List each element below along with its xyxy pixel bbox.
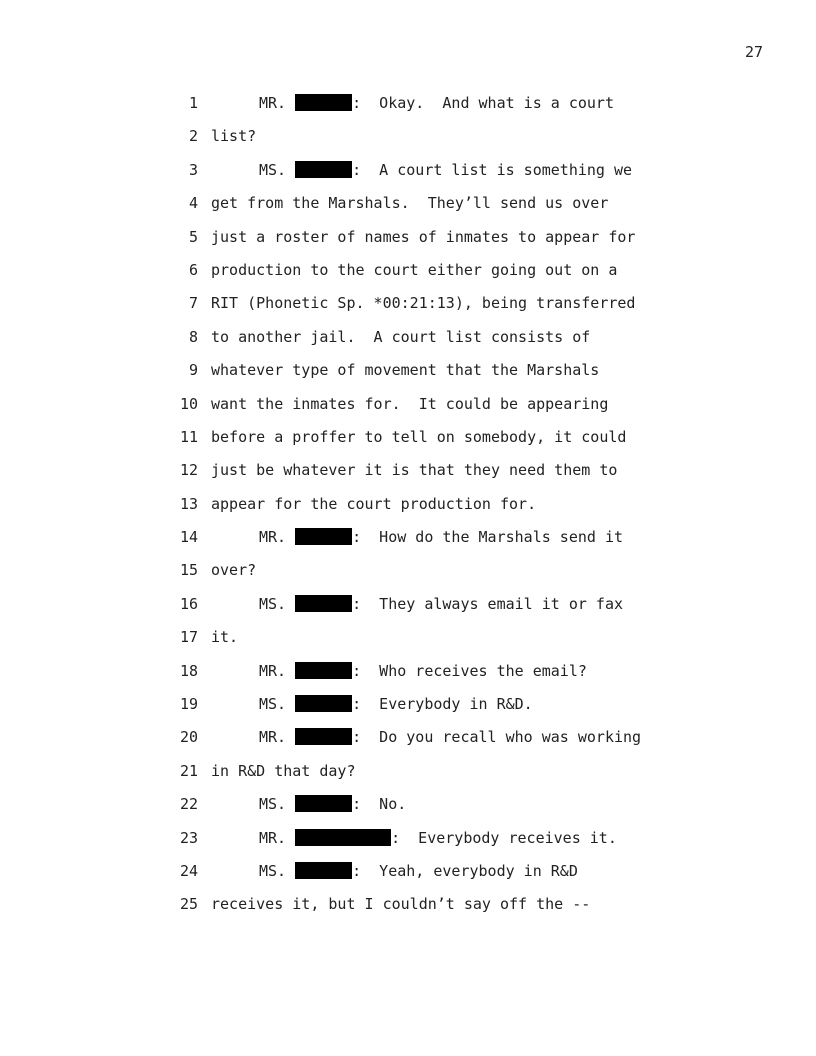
- line-number: 7: [188, 294, 198, 313]
- line-number: 10: [179, 394, 198, 413]
- speaker-label: MS.: [259, 160, 287, 179]
- testimony-text: : Yeah, everybody in R&D: [352, 861, 578, 880]
- transcript-line: [0, 354, 816, 387]
- speaker-line: [259, 154, 632, 187]
- transcript-line: [0, 588, 816, 621]
- testimony-text: want the inmates for. It could be appearing: [211, 394, 609, 413]
- redaction-box: [295, 161, 352, 178]
- transcript-line: [0, 888, 816, 921]
- testimony-text: in R&D that day?: [211, 761, 356, 780]
- line-number: 12: [179, 461, 198, 480]
- line-number: 18: [179, 661, 198, 680]
- transcript-line: [0, 822, 816, 855]
- transcript-line: [0, 388, 816, 421]
- redaction-box: [295, 595, 352, 612]
- redaction-box: [295, 662, 352, 679]
- testimony-text: over?: [211, 561, 257, 580]
- line-number: 15: [179, 561, 198, 580]
- line-number: 14: [179, 528, 198, 547]
- testimony-text: : Everybody in R&D.: [352, 695, 533, 714]
- transcript-line: [0, 788, 816, 821]
- transcript-line: [0, 721, 816, 754]
- transcript-line: [0, 287, 816, 320]
- speaker-label: MS.: [259, 594, 287, 613]
- speaker-label: MR.: [259, 94, 287, 112]
- speaker-label: MS.: [259, 695, 287, 714]
- testimony-text: : They always email it or fax: [352, 594, 624, 613]
- testimony-text: just be whatever it is that they need them to: [211, 461, 618, 480]
- speaker-line: [259, 688, 533, 721]
- speaker-line: [259, 788, 406, 821]
- speaker-line: [259, 655, 587, 688]
- transcript-line: [0, 554, 816, 587]
- speaker-line: [259, 87, 614, 120]
- line-number: 6: [188, 260, 198, 279]
- testimony-text: : How do the Marshals send it: [352, 528, 624, 547]
- line-number: 9: [188, 361, 198, 380]
- transcript-line: [0, 621, 816, 654]
- testimony-text: : Everybody receives it.: [391, 828, 617, 847]
- line-number: 13: [179, 494, 198, 513]
- transcript-line: [0, 221, 816, 254]
- line-number: 11: [179, 427, 198, 446]
- speaker-label: MR.: [259, 728, 287, 747]
- speaker-label: MR.: [259, 528, 287, 547]
- transcript-line: [0, 855, 816, 888]
- testimony-text: : A court list is something we: [352, 160, 633, 179]
- transcript-line: [0, 755, 816, 788]
- page-number: 27: [744, 43, 763, 61]
- transcript-body: [0, 87, 816, 922]
- transcript-line: [0, 187, 816, 220]
- speaker-label: MR.: [259, 661, 287, 680]
- line-number: 22: [179, 795, 198, 814]
- redaction-box: [295, 829, 391, 846]
- testimony-text: just a roster of names of inmates to appear for: [211, 227, 636, 246]
- testimony-text: appear for the court production for.: [211, 494, 537, 513]
- redaction-box: [295, 528, 352, 545]
- redaction-box: [295, 94, 352, 111]
- line-number: 17: [179, 628, 198, 647]
- transcript-line: [0, 421, 816, 454]
- speaker-line: [259, 521, 623, 554]
- speaker-label: MS.: [259, 795, 287, 814]
- line-number: 20: [179, 728, 198, 747]
- transcript-line: [0, 321, 816, 354]
- transcript-line: [0, 154, 816, 187]
- speaker-label: MR.: [259, 828, 287, 847]
- line-number: 2: [188, 127, 198, 146]
- transcript-line: [0, 120, 816, 153]
- line-number: 4: [188, 194, 198, 213]
- testimony-text: list?: [211, 127, 257, 146]
- testimony-text: : Who receives the email?: [352, 661, 587, 680]
- testimony-text: whatever type of movement that the Marshals: [211, 361, 600, 380]
- redaction-box: [295, 728, 352, 745]
- speaker-line: [259, 855, 578, 888]
- line-number: 1: [188, 94, 198, 112]
- transcript-line: [0, 688, 816, 721]
- line-number: 3: [188, 160, 198, 179]
- line-number: 8: [188, 327, 198, 346]
- redaction-box: [295, 695, 352, 712]
- line-number: 25: [179, 895, 198, 914]
- speaker-line: [259, 822, 617, 855]
- testimony-text: production to the court either going out on a: [211, 260, 618, 279]
- transcript-line: [0, 521, 816, 554]
- line-number: 19: [179, 695, 198, 714]
- testimony-text: : Do you recall who was working: [352, 728, 642, 747]
- speaker-label: MS.: [259, 861, 287, 880]
- testimony-text: to another jail. A court list consists of: [211, 327, 591, 346]
- testimony-text: it.: [211, 628, 239, 647]
- line-number: 5: [188, 227, 198, 246]
- testimony-text: before a proffer to tell on somebody, it could: [211, 427, 627, 446]
- testimony-text: RIT (Phonetic Sp. *00:21:13), being transferred: [211, 294, 636, 313]
- transcript-line: [0, 655, 816, 688]
- testimony-text: receives it, but I couldn’t say off the --: [211, 895, 591, 914]
- redaction-box: [295, 795, 352, 812]
- testimony-text: : No.: [352, 795, 407, 814]
- transcript-line: [0, 454, 816, 487]
- transcript-line: [0, 488, 816, 521]
- testimony-text: : Okay. And what is a court: [352, 94, 614, 112]
- transcript-line: [0, 87, 816, 120]
- line-number: 24: [179, 861, 198, 880]
- speaker-line: [259, 721, 641, 754]
- line-number: 16: [179, 594, 198, 613]
- transcript-line: [0, 254, 816, 287]
- redaction-box: [295, 862, 352, 879]
- line-number: 23: [179, 828, 198, 847]
- speaker-line: [259, 588, 623, 621]
- line-number: 21: [179, 761, 198, 780]
- testimony-text: get from the Marshals. They’ll send us over: [211, 194, 609, 213]
